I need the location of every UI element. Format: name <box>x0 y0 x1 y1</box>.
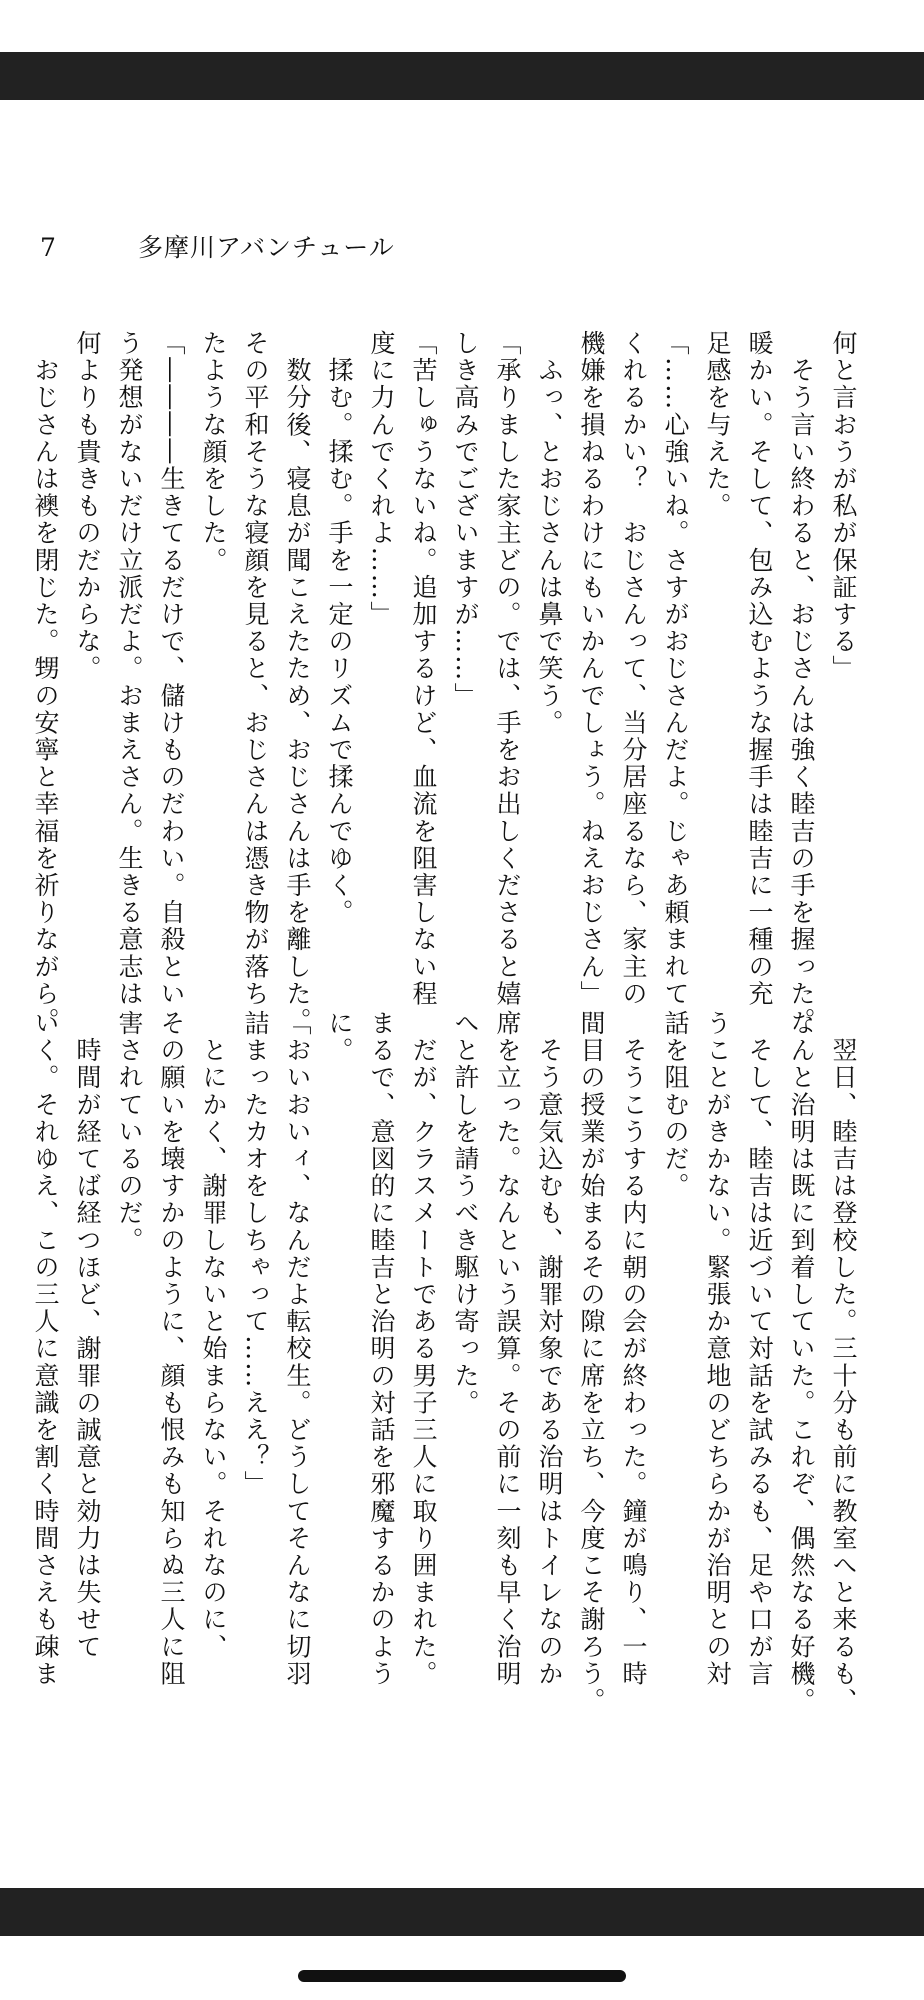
text-line: へと許しを請うべき駆け寄った。 <box>451 1010 480 1417</box>
text-line: おじさんは襖を閉じた。甥の安寧と幸福を祈りながら。 <box>31 330 60 1035</box>
text-line: 間目の授業が始まるその隙に席を立ち、今度こそ謝ろう。 <box>577 1010 606 1715</box>
text-line: 度に力んでくれよ……」 <box>367 330 396 629</box>
text-line: に。 <box>325 1010 354 1065</box>
text-line: 時間が経てば経つほど、謝罪の誠意と効力は失せて <box>73 1010 102 1661</box>
text-line: しき高みでございますが……」 <box>451 330 480 710</box>
text-line: とにかく、謝罪しないと始まらない。それなのに、 <box>199 1010 228 1661</box>
text-line: うことがきかない。緊張か意地のどちらかが治明との対 <box>703 1010 732 1688</box>
text-line: 「――――生きてるだけで、儲けものだわい。自殺とい <box>157 330 186 1008</box>
text-line: 足感を与えた。 <box>703 330 732 520</box>
text-line: 「……心強いね。さすがおじさんだよ。じゃあ頼まれて <box>661 330 690 1008</box>
text-line: 「苦しゅうないね。追加するけど、血流を阻害しない程 <box>409 330 438 1008</box>
text-line: その願いを壊すかのように、顔も恨みも知らぬ三人に阻 <box>157 1010 186 1688</box>
page-title: 多摩川アバンチュール <box>138 233 395 262</box>
text-line: 「承りました家主どの。では、手をお出しくださると嬉 <box>493 330 522 1008</box>
text-line: なんと治明は既に到着していた。これぞ、偶然なる好機。 <box>787 1010 816 1715</box>
text-line: だが、クラスメートである男子三人に取り囲まれた。 <box>409 1010 438 1688</box>
home-indicator[interactable] <box>298 1970 626 1982</box>
page-number: 7 <box>40 233 56 262</box>
text-line: う発想がないだけ立派だよ。おまえさん。生きる意志は <box>115 330 144 1008</box>
text-line: ふっ、とおじさんは鼻で笑う。 <box>535 330 564 737</box>
text-line: まるで、意図的に睦吉と治明の対話を邪魔するかのよう <box>367 1010 396 1688</box>
text-line: その平和そうな寝顔を見ると、おじさんは憑き物が落ち <box>241 330 270 1008</box>
text-line: そして、睦吉は近づいて対話を試みるも、足や口が言 <box>745 1010 774 1688</box>
top-status-bar <box>0 52 924 100</box>
text-block-top <box>31 330 864 1035</box>
text-line: そう意気込むも、謝罪対象である治明はトイレなのか <box>535 1010 564 1688</box>
text-line: 害されているのだ。 <box>115 1010 144 1254</box>
text-line: そう言い終わると、おじさんは強く睦吉の手を握った。 <box>787 330 816 1035</box>
text-block-bottom <box>31 1010 864 1715</box>
text-line: 何よりも貴きものだからな。 <box>73 330 102 683</box>
text-line: 話を阻むのだ。 <box>661 1010 690 1200</box>
text-line: たような顔をした。 <box>199 330 228 574</box>
text-line: 揉む。揉む。手を一定のリズムで揉んでゆく。 <box>325 330 354 927</box>
text-line: そうこうする内に朝の会が終わった。鐘が鳴り、一時 <box>619 1010 648 1688</box>
text-line: 機嫌を損ねるわけにもいかんでしょう。ねえおじさん」 <box>577 330 606 1008</box>
text-line: くれるかい？ おじさんって、当分居座るなら、家主の <box>619 330 648 1008</box>
text-line: 席を立った。なんという誤算。その前に一刻も早く治明 <box>493 1010 522 1688</box>
text-line: いく。それゆえ、この三人に意識を割く時間さえも疎ま <box>31 1010 60 1688</box>
text-line: 詰まったカオをしちゃって……ええ？」 <box>241 1010 270 1498</box>
text-line: 何と言おうが私が保証する」 <box>829 330 858 683</box>
text-line: 「おいおいィ、なんだよ転校生。どうしてそんなに切羽 <box>283 1010 312 1688</box>
bottom-toolbar <box>0 1888 924 1936</box>
page-header <box>40 228 840 268</box>
text-line: 数分後、寝息が聞こえたため、おじさんは手を離した。 <box>283 330 312 1035</box>
text-line: 暖かい。そして、包み込むような握手は睦吉に一種の充 <box>745 330 774 1008</box>
text-line: 翌日、睦吉は登校した。三十分も前に教室へと来るも、 <box>829 1010 858 1715</box>
